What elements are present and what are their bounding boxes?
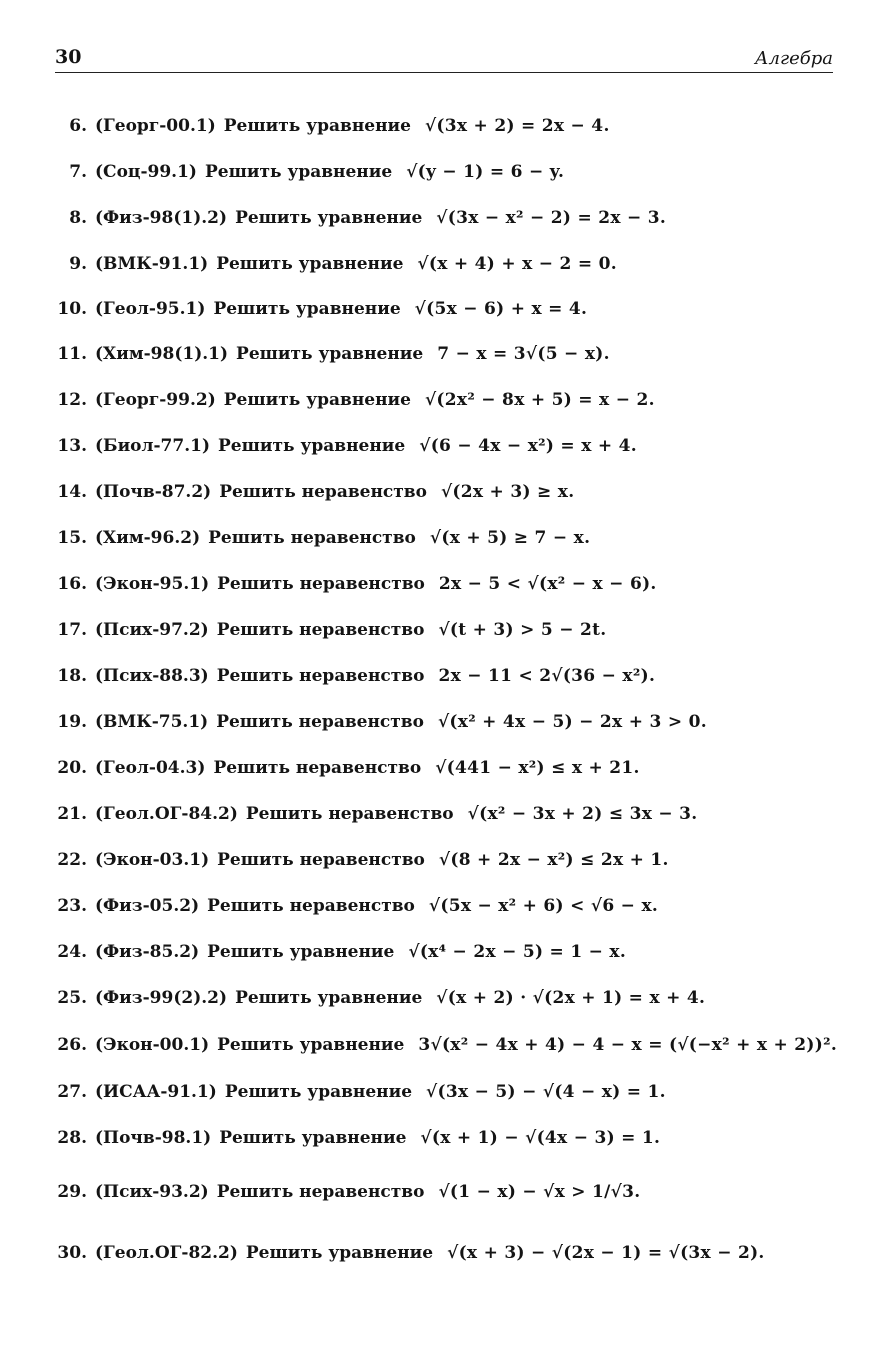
problem-task: Решить неравенство (217, 574, 425, 594)
problem-item (0, 383, 885, 417)
problem-number: 7. (69, 162, 87, 182)
problem-source: (Почв-98.1) (95, 1128, 212, 1148)
problem-source: (ВМК-75.1) (95, 712, 209, 732)
problem-item (0, 1121, 885, 1155)
problem-task: Решить уравнение (236, 344, 424, 364)
problem-number: 16. (57, 574, 87, 594)
problem-formula: 2x − 11 < 2√(36 − x²). (438, 666, 656, 686)
problem-formula: √(3x − 5) − √(4 − x) = 1. (426, 1082, 666, 1102)
problem-source: (Псих-93.2) (95, 1182, 209, 1202)
problem-number: 11. (57, 344, 87, 364)
problem-formula: √(2x + 3) ≥ x. (440, 482, 575, 502)
problem-task: Решить уравнение (219, 1128, 407, 1148)
problem-source: (Геол.ОГ-84.2) (95, 804, 238, 824)
problem-item (0, 1236, 885, 1270)
problem-item (0, 155, 885, 189)
problem-item (0, 889, 885, 923)
problem-task: Решить уравнение (223, 116, 411, 136)
problem-task: Решить уравнение (235, 988, 423, 1008)
problem-number: 25. (57, 988, 87, 1008)
problem-formula: √(y − 1) = 6 − y. (406, 162, 565, 182)
problem-formula: √(3x − x² − 2) = 2x − 3. (436, 208, 667, 228)
problem-source: (Экон-03.1) (95, 850, 210, 870)
problem-item (0, 659, 885, 693)
problem-number: 24. (57, 942, 87, 962)
problem-task: Решить неравенство (245, 804, 454, 824)
problem-task: Решить неравенство (216, 620, 425, 640)
problem-item (0, 1175, 885, 1209)
problem-number: 13. (57, 436, 87, 456)
problem-number: 10. (57, 299, 87, 319)
problem-source: (ВМК-91.1) (95, 254, 209, 274)
problem-number: 8. (69, 208, 87, 228)
problem-source: (Физ-05.2) (95, 896, 200, 916)
problem-task: Решить неравенство (219, 482, 427, 502)
problem-task: Решить уравнение (224, 1082, 413, 1102)
problem-number: 23. (57, 896, 87, 916)
problem-formula: √(5x − x² + 6) < √6 − x. (428, 896, 659, 916)
problem-formula: 3√(x² − 4x + 4) − 4 − x = (√(−x² + x + 2))². (418, 1035, 838, 1055)
problem-number: 27. (57, 1082, 87, 1102)
problem-formula: √(x + 2) · √(2x + 1) = x + 4. (436, 988, 706, 1008)
problem-formula: √(441 − x²) ≤ x + 21. (435, 758, 640, 778)
problem-task: Решить уравнение (216, 254, 404, 274)
problem-number: 29. (57, 1182, 87, 1202)
problem-formula: √(1 − x) − √x > 1/√3. (438, 1182, 641, 1202)
problem-formula: √(x + 1) − √(4x − 3) = 1. (420, 1128, 661, 1148)
page-header (55, 46, 833, 73)
problem-number: 28. (57, 1128, 87, 1148)
problem-task: Решить уравнение (217, 1035, 405, 1055)
problem-source: (Псих-88.3) (95, 666, 209, 686)
problem-task: Решить неравенство (216, 712, 424, 732)
page-number: 30 (55, 46, 82, 68)
problem-number: 20. (57, 758, 87, 778)
problem-formula: √(x + 5) ≥ 7 − x. (429, 528, 591, 548)
problem-source: (Биол-77.1) (95, 436, 211, 456)
problem-number: 21. (57, 804, 87, 824)
problem-source: (Соц-99.1) (95, 162, 197, 182)
problem-item (0, 521, 885, 555)
problem-task: Решить неравенство (217, 850, 425, 870)
problem-item (0, 292, 885, 326)
problem-item (0, 247, 885, 281)
problem-formula: √(x² + 4x − 5) − 2x + 3 > 0. (437, 712, 707, 732)
problem-number: 9. (69, 254, 87, 274)
problem-number: 26. (57, 1035, 87, 1055)
problem-task: Решить неравенство (216, 1182, 425, 1202)
problem-number: 18. (57, 666, 87, 686)
problem-formula: √(x⁴ − 2x − 5) = 1 − x. (408, 942, 627, 962)
problem-source: (Физ-99(2).2) (95, 988, 228, 1008)
problem-source: (Хим-96.2) (95, 528, 201, 548)
problem-item (0, 337, 885, 371)
problem-task: Решить уравнение (235, 208, 423, 228)
problem-formula: √(2x² − 8x + 5) = x − 2. (424, 390, 655, 410)
problem-source: (Георг-00.1) (95, 116, 216, 136)
problem-item (0, 751, 885, 785)
problem-formula: √(8 + 2x − x²) ≤ 2x + 1. (438, 850, 669, 870)
problem-item (0, 109, 885, 143)
problem-task: Решить уравнение (213, 299, 401, 319)
problem-source: (Почв-87.2) (95, 482, 212, 502)
problem-item (0, 797, 885, 831)
problem-item (0, 935, 885, 969)
problem-task: Решить уравнение (207, 942, 395, 962)
problem-item (0, 475, 885, 509)
problem-number: 30. (57, 1243, 87, 1263)
problem-task: Решить уравнение (223, 390, 411, 410)
problem-number: 12. (57, 390, 87, 410)
problem-task: Решить уравнение (218, 436, 406, 456)
problem-source: (Геол.ОГ-82.2) (95, 1243, 238, 1263)
problem-task: Решить неравенство (213, 758, 422, 778)
problem-item (0, 981, 885, 1015)
problem-number: 17. (57, 620, 87, 640)
problem-item (0, 1028, 885, 1062)
problem-number: 6. (69, 116, 87, 136)
problem-item (0, 705, 885, 739)
problem-source: (ИСАА-91.1) (95, 1082, 217, 1102)
problem-source: (Геол-04.3) (95, 758, 206, 778)
problem-number: 22. (57, 850, 87, 870)
problem-source: (Физ-85.2) (95, 942, 200, 962)
problem-formula: √(5x − 6) + x = 4. (414, 299, 588, 319)
problem-number: 14. (57, 482, 87, 502)
problem-source: (Экон-95.1) (95, 574, 210, 594)
problem-source: (Геол-95.1) (95, 299, 206, 319)
problem-task: Решить неравенство (208, 528, 416, 548)
problem-source: (Физ-98(1).2) (95, 208, 228, 228)
problem-task: Решить уравнение (204, 162, 393, 182)
problem-formula: √(x + 4) + x − 2 = 0. (417, 254, 617, 274)
problem-item (0, 1075, 885, 1109)
problem-task: Решить неравенство (207, 896, 415, 916)
problem-task: Решить уравнение (245, 1243, 434, 1263)
problem-source: (Экон-00.1) (95, 1035, 210, 1055)
problem-formula: √(x + 3) − √(2x − 1) = √(3x − 2). (447, 1243, 765, 1263)
problem-source: (Хим-98(1).1) (95, 344, 229, 364)
problem-item (0, 201, 885, 235)
problem-task: Решить неравенство (216, 666, 425, 686)
problem-item (0, 613, 885, 647)
problem-formula: √(x² − 3x + 2) ≤ 3x − 3. (467, 804, 698, 824)
problem-formula: √(3x + 2) = 2x − 4. (424, 116, 610, 136)
problem-number: 19. (57, 712, 87, 732)
running-head: Алгебра (754, 48, 833, 69)
problem-source: (Псих-97.2) (95, 620, 209, 640)
problem-formula: √(t + 3) > 5 − 2t. (438, 620, 607, 640)
problem-item (0, 843, 885, 877)
problem-item (0, 429, 885, 463)
problem-source: (Георг-99.2) (95, 390, 216, 410)
problem-item (0, 567, 885, 601)
problem-number: 15. (57, 528, 87, 548)
problem-formula: 7 − x = 3√(5 − x). (437, 344, 610, 364)
problem-formula: 2x − 5 < √(x² − x − 6). (438, 574, 657, 594)
problem-formula: √(6 − 4x − x²) = x + 4. (419, 436, 637, 456)
